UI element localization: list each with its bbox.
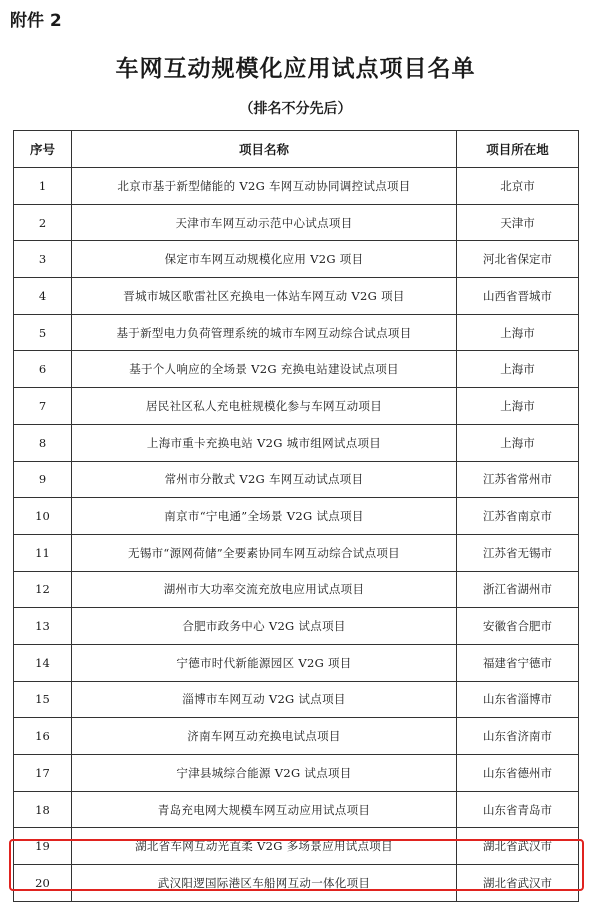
row-project-name: 青岛充电网大规模车网互动应用试点项目	[72, 791, 457, 828]
row-location: 上海市	[457, 424, 579, 461]
row-location: 山东省德州市	[457, 755, 579, 792]
table-row	[14, 278, 579, 315]
row-project-name: 北京市基于新型储能的 V2G 车网互动协同调控试点项目	[72, 168, 457, 205]
table-row	[14, 718, 579, 755]
table-header-row	[14, 131, 579, 168]
row-index: 8	[14, 424, 72, 461]
table-row	[14, 168, 579, 205]
row-project-name: 基于个人响应的全场景 V2G 充换电站建设试点项目	[72, 351, 457, 388]
row-project-name: 合肥市政务中心 V2G 试点项目	[72, 608, 457, 645]
table-row	[14, 828, 579, 865]
table-row	[14, 644, 579, 681]
row-index: 18	[14, 791, 72, 828]
table-row	[14, 608, 579, 645]
table-row	[14, 388, 579, 425]
row-location: 北京市	[457, 168, 579, 205]
row-location: 山东省济南市	[457, 718, 579, 755]
row-index: 5	[14, 314, 72, 351]
header-project-name: 项目名称	[72, 131, 457, 168]
row-index: 12	[14, 571, 72, 608]
row-index: 17	[14, 755, 72, 792]
row-index: 6	[14, 351, 72, 388]
row-location: 湖北省武汉市	[457, 865, 579, 902]
header-index: 序号	[14, 131, 72, 168]
document-title: 车网互动规模化应用试点项目名单	[115, 55, 476, 82]
row-project-name: 济南车网互动充换电试点项目	[72, 718, 457, 755]
header-location: 项目所在地	[457, 131, 579, 168]
table-row	[14, 865, 579, 902]
table-row	[14, 314, 579, 351]
row-location: 浙江省湖州市	[457, 571, 579, 608]
table-row	[14, 241, 579, 278]
row-index: 15	[14, 681, 72, 718]
row-index: 20	[14, 865, 72, 902]
row-project-name: 武汉阳逻国际港区车船网互动一体化项目	[72, 865, 457, 902]
row-project-name: 基于新型电力负荷管理系统的城市车网互动综合试点项目	[72, 314, 457, 351]
row-location: 山东省淄博市	[457, 681, 579, 718]
table-row	[14, 461, 579, 498]
row-location: 江苏省常州市	[457, 461, 579, 498]
row-index: 7	[14, 388, 72, 425]
row-index: 2	[14, 204, 72, 241]
row-index: 13	[14, 608, 72, 645]
row-location: 江苏省南京市	[457, 498, 579, 535]
row-location: 福建省宁德市	[457, 644, 579, 681]
row-location: 上海市	[457, 388, 579, 425]
row-location: 山西省晋城市	[457, 278, 579, 315]
row-index: 10	[14, 498, 72, 535]
row-project-name: 常州市分散式 V2G 车网互动试点项目	[72, 461, 457, 498]
row-project-name: 宁津县城综合能源 V2G 试点项目	[72, 755, 457, 792]
row-project-name: 晋城市城区歌雷社区充换电一体站车网互动 V2G 项目	[72, 278, 457, 315]
row-index: 1	[14, 168, 72, 205]
row-project-name: 天津市车网互动示范中心试点项目	[72, 204, 457, 241]
project-list-table	[13, 130, 579, 902]
row-project-name: 居民社区私人充电桩规模化参与车网互动项目	[72, 388, 457, 425]
table-row	[14, 424, 579, 461]
row-project-name: 南京市“宁电通”全场景 V2G 试点项目	[72, 498, 457, 535]
row-project-name: 宁德市时代新能源园区 V2G 项目	[72, 644, 457, 681]
row-location: 天津市	[457, 204, 579, 241]
row-project-name: 保定市车网互动规模化应用 V2G 项目	[72, 241, 457, 278]
row-index: 3	[14, 241, 72, 278]
table-row	[14, 351, 579, 388]
table-row	[14, 534, 579, 571]
row-project-name: 淄博市车网互动 V2G 试点项目	[72, 681, 457, 718]
row-location: 河北省保定市	[457, 241, 579, 278]
attachment-label: 附件 2	[10, 11, 62, 31]
row-location: 上海市	[457, 351, 579, 388]
table-row	[14, 204, 579, 241]
row-location: 上海市	[457, 314, 579, 351]
table-row	[14, 755, 579, 792]
row-project-name: 无锡市“源网荷储”全要素协同车网互动综合试点项目	[72, 534, 457, 571]
row-project-name: 湖北省车网互动光直柔 V2G 多场景应用试点项目	[72, 828, 457, 865]
row-location: 湖北省武汉市	[457, 828, 579, 865]
table-row	[14, 681, 579, 718]
row-index: 11	[14, 534, 72, 571]
row-project-name: 上海市重卡充换电站 V2G 城市组网试点项目	[72, 424, 457, 461]
row-index: 14	[14, 644, 72, 681]
table-row	[14, 571, 579, 608]
row-location: 安徽省合肥市	[457, 608, 579, 645]
table-row	[14, 498, 579, 535]
row-index: 9	[14, 461, 72, 498]
row-project-name: 湖州市大功率交流充放电应用试点项目	[72, 571, 457, 608]
row-index: 16	[14, 718, 72, 755]
row-location: 江苏省无锡市	[457, 534, 579, 571]
row-index: 19	[14, 828, 72, 865]
table-row	[14, 791, 579, 828]
document-subtitle: （排名不分先后）	[239, 101, 352, 117]
row-location: 山东省青岛市	[457, 791, 579, 828]
row-index: 4	[14, 278, 72, 315]
